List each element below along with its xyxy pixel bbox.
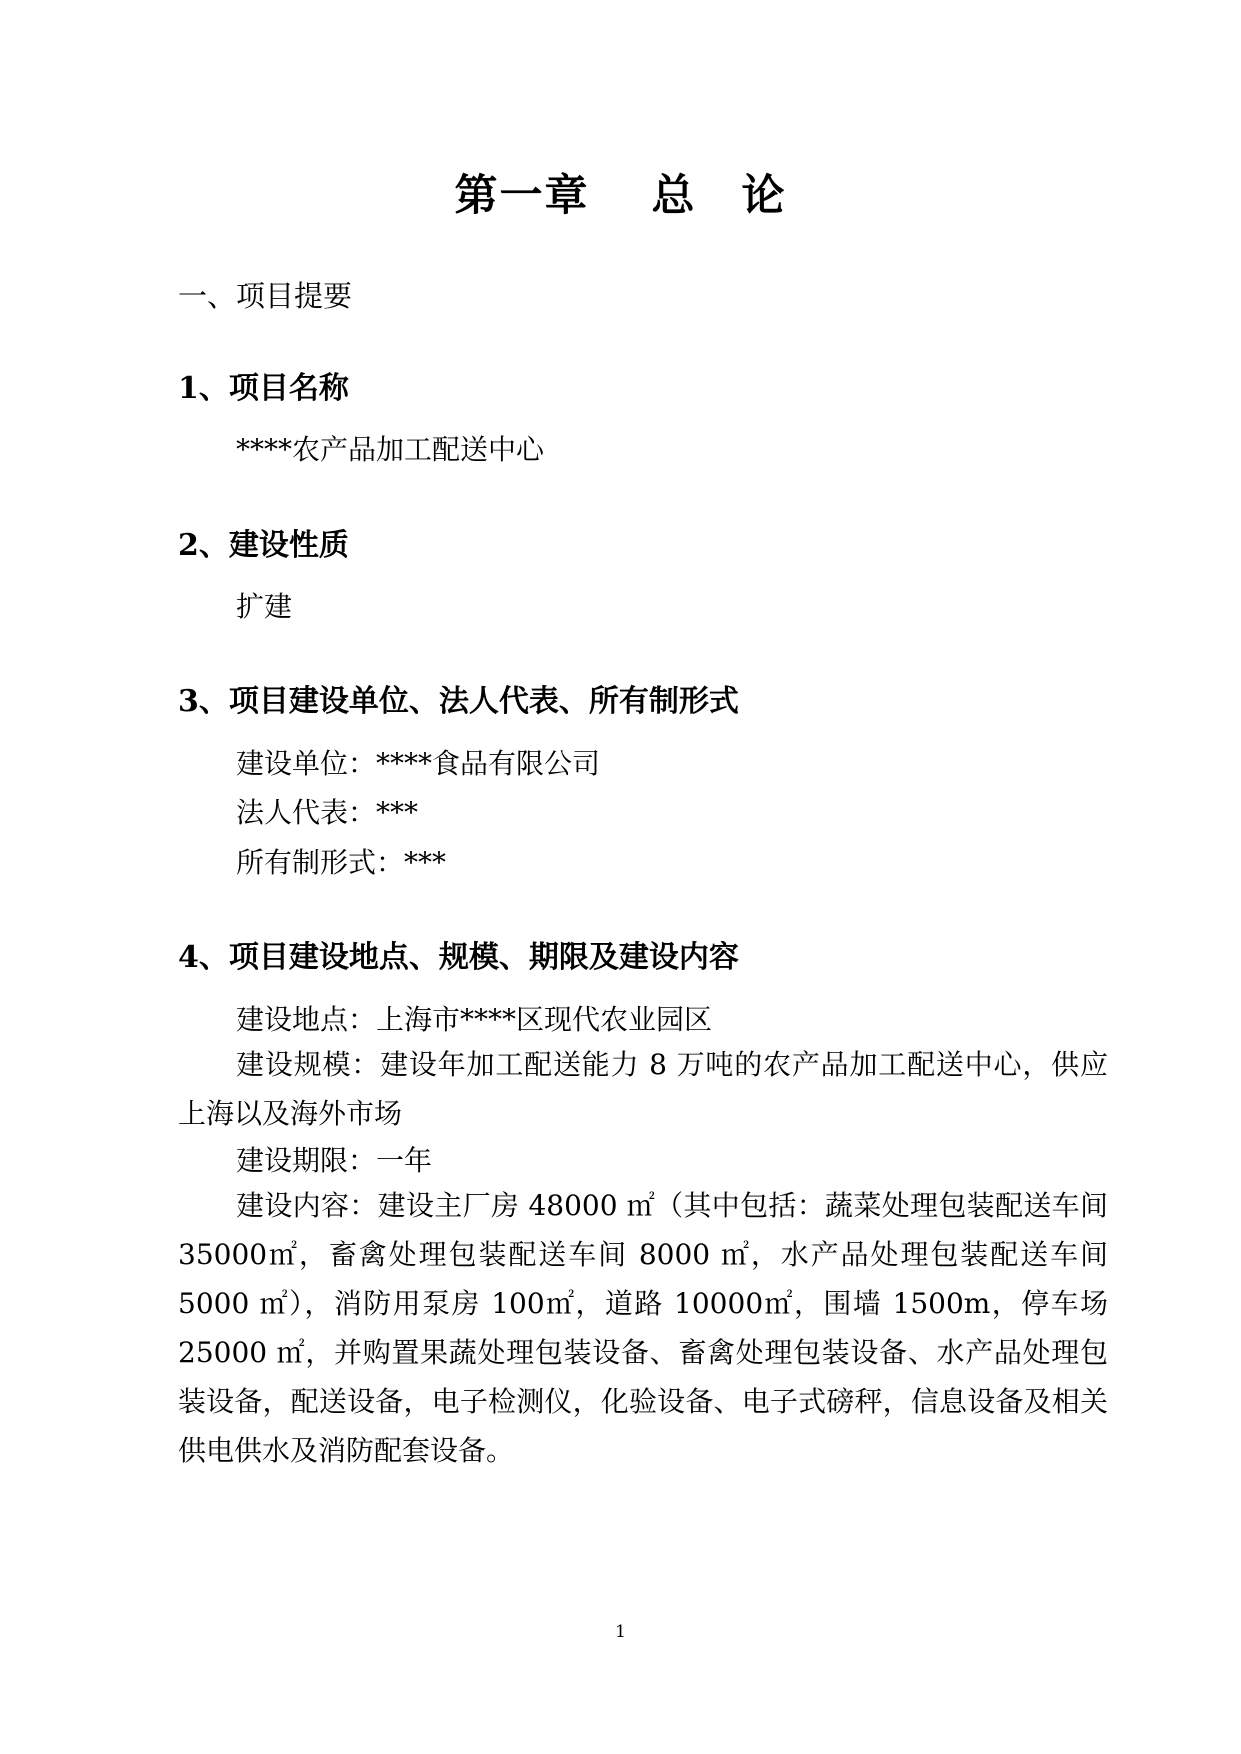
ownership-form-text: 所有制形式：*** [236, 846, 447, 879]
section-heading: 一、项目提要 [178, 279, 353, 313]
project-name-text: ****农产品加工配送中心 [236, 433, 545, 466]
construction-nature-text: 扩建 [236, 590, 293, 623]
item-heading-builder-unit: 3、项目建设单位、法人代表、所有制形式 [178, 684, 739, 719]
item-heading-site-scale: 4、项目建设地点、规模、期限及建设内容 [178, 940, 739, 975]
chapter-title: 第一章 总 论 [454, 171, 787, 221]
builder-unit-text: 建设单位：****食品有限公司 [236, 747, 601, 780]
page-number: 1 [615, 1622, 626, 1642]
construction-location-text: 建设地点：上海市****区现代农业园区 [236, 1003, 713, 1036]
construction-content-paragraph: 建设内容：建设主厂房 48000 ㎡（其中包括：蔬菜处理包装配送车间 35000㎡，畜禽处理包装配送车间 8000 ㎡，水产品处理包装配送车间 5000 ㎡），消防用泵房 100㎡，道路 10000㎡，围墙 1500m，停车场 25000 ㎡，并购置果蔬处理包装设备、畜禽处理包装设备、水产品处理包装设备，配送设备，电子检测仪，化验设备、电子式磅秤，信息设备及相关供电供水及消防配套设备。 [178, 1189, 1108, 1467]
item-heading-construction-nature: 2、建设性质 [178, 528, 349, 563]
item-heading-project-name: 1、项目名称 [178, 371, 349, 406]
legal-representative-text: 法人代表：*** [236, 796, 419, 829]
construction-scale-paragraph: 建设规模：建设年加工配送能力 8 万吨的农产品加工配送中心，供应上海以及海外市场 [178, 1048, 1108, 1130]
construction-period-text: 建设期限：一年 [236, 1144, 433, 1177]
